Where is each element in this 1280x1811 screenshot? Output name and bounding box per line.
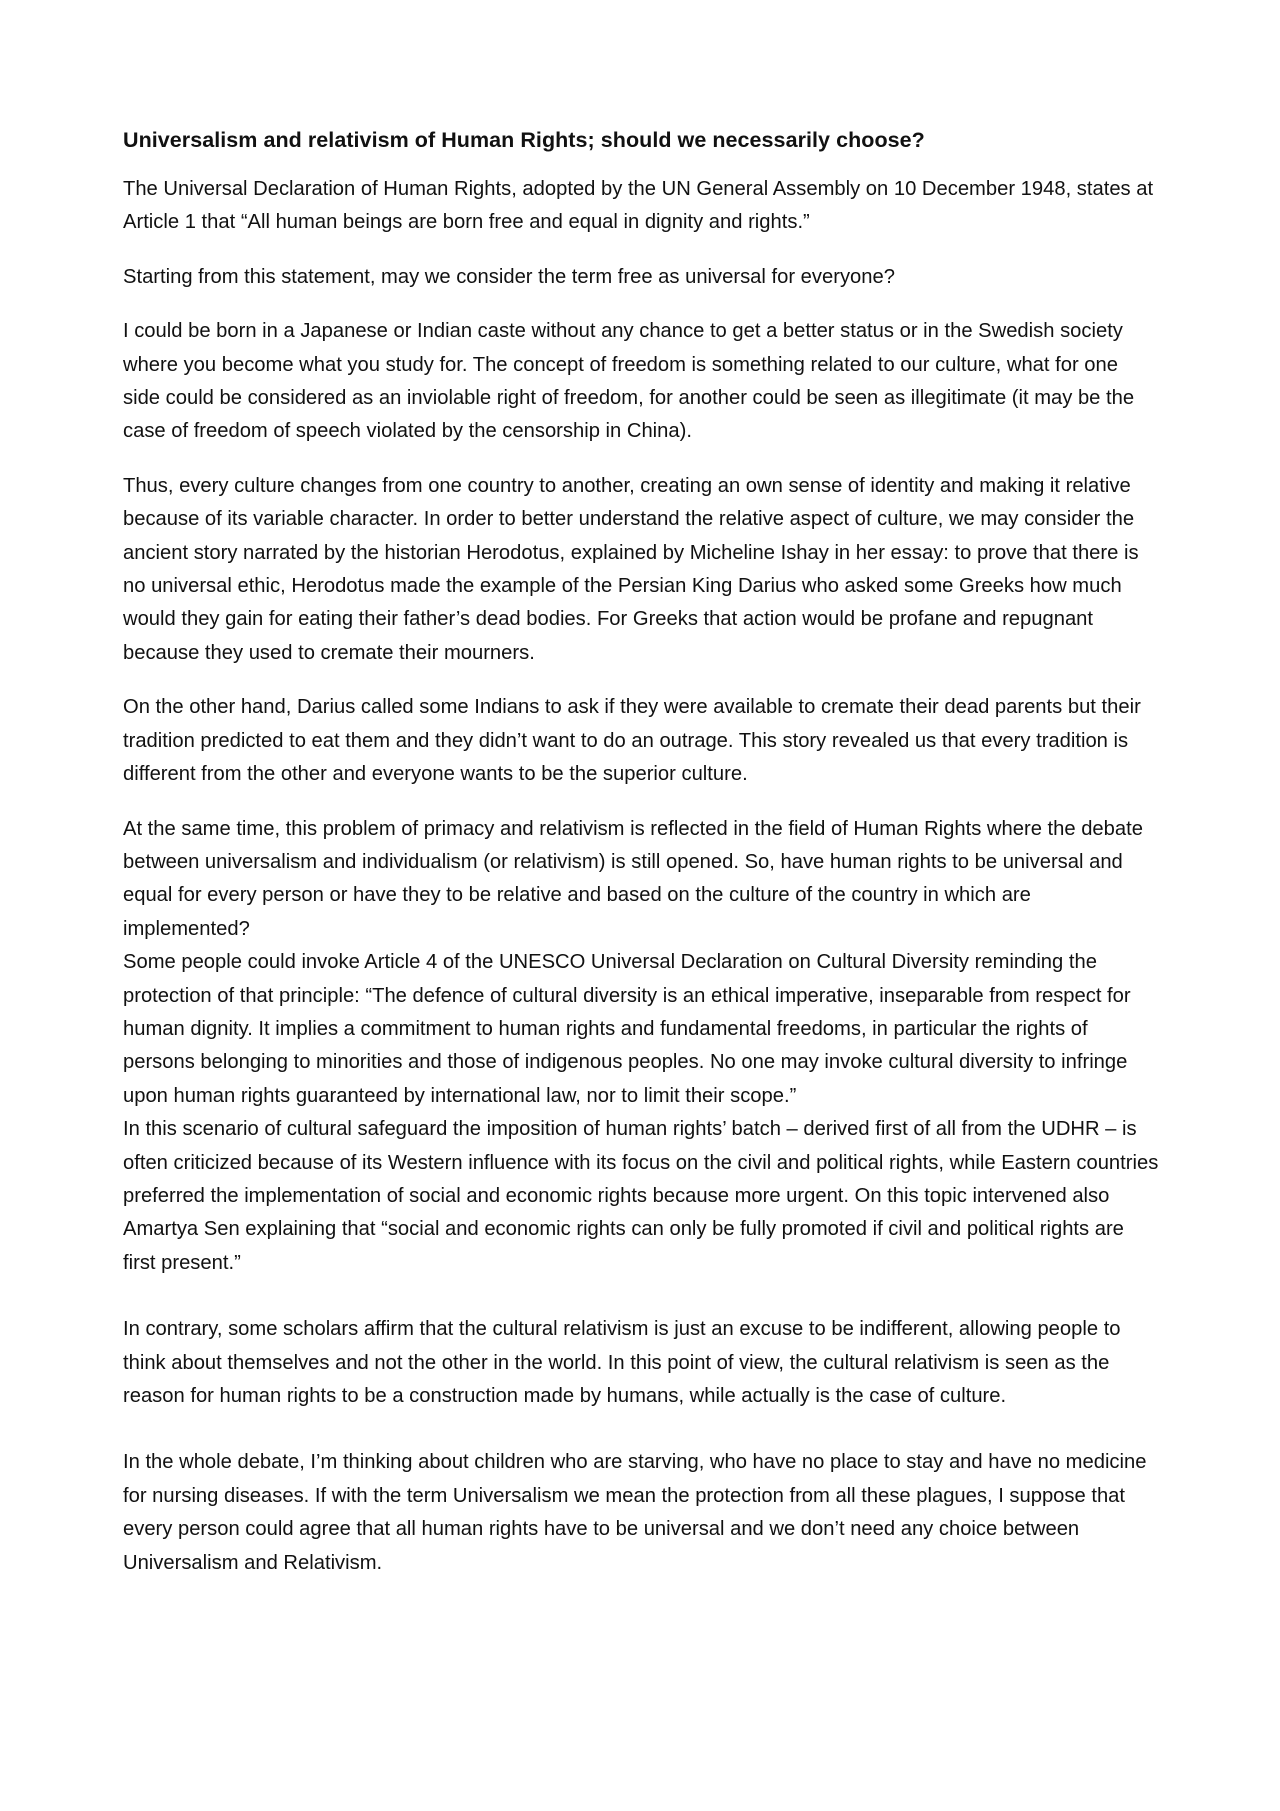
paragraph-unesco-article-4: Some people could invoke Article 4 of the UNESCO Universal Declaration on Cultural Diversity reminding the protection of that principle: “The defence of cultural diversity is an ethical imperative, inseparable from respect for human dignity. It implies a commitment to human rights and fundamental freedoms, in particular the rights of persons belonging to minorities and those of indigenous peoples. No one may invoke cultural diversity to infringe upon human rights guaranteed by international law, nor to limit their scope.” [123,951,1131,1107]
paragraph-freedom-question: Starting from this statement, may we consider the term free as universal for everyone? [123,265,895,288]
paragraph-cultural-relativism-excuse: In contrary, some scholars affirm that the cultural relativism is just an excuse to be indifferent, allowing people to think about themselves and not the other in the world. In this point of view, the cultural relativism is seen as the reason for human rights to be a construction made by humans, while actually is the case of culture. [123,1318,1121,1407]
paragraph-gap [123,1280,1160,1313]
paragraph-gap [123,1413,1160,1446]
paragraph-caste-freedom: I could be born in a Japanese or Indian caste without any chance to get a better status or in the Swedish society where you become what you study for. The concept of freedom is something related to our culture, what for one side could be considered as an inviolable right of freedom, for another could be seen as illegitimate (it may be the case of freedom of speech violated by the censorship in China). [123,320,1135,443]
paragraph-primacy-relativism: At the same time, this problem of primacy and relativism is reflected in the field of Human Rights where the debate between universalism and individualism (or relativism) is still opened. So, have human rights to be universal and equal for every person or have they to be relative and based on the culture of the country in which are implemented? [123,817,1143,940]
document-title: Universalism and relativism of Human Rights; should we necessarily choose? [123,128,925,152]
paragraph-herodotus-darius: Thus, every culture changes from one country to another, creating an own sense of identity and making it relative because of its variable character. In order to better understand the relative aspect of culture, we may consider the ancient story narrated by the historian Herodotus, explained by Micheline Ishay in her essay: to prove that there is no universal ethic, Herodotus made the example of the Persian King Darius who asked some Greeks how much would they gain for eating their father’s dead bodies. For Greeks that action would be profane and repugnant because they used to cremate their mourners. [123,474,1139,664]
paragraph-udhr-article-1: The Universal Declaration of Human Rights, adopted by the UN General Assembly on 10 December 1948, states at Article 1 that “All human beings are born free and equal in dignity and rights.” [123,178,1154,234]
paragraph-western-influence: In this scenario of cultural safeguard the imposition of human rights’ batch – derived first of all from the UDHR – is often criticized because of its Western influence with its focus on the civil and political rights, while Eastern countries preferred the implementation of social and economic rights because more urgent. On this topic intervened also Amartya Sen explaining that “social and economic rights can only be fully promoted if civil and political rights are first present.” [123,1118,1159,1274]
paragraph-conclusion: In the whole debate, I’m thinking about children who are starving, who have no place to stay and have no medicine for nursing diseases. If with the term Universalism we mean the protection from all these plagues, I suppose that every person could agree that all human rights have to be universal and we don’t need any choice between Universalism and Relativism. [123,1451,1147,1574]
paragraph-indians-tradition: On the other hand, Darius called some Indians to ask if they were available to cremate their dead parents but their tradition predicted to eat them and they didn’t want to do an outrage. This story revealed us that every tradition is different from the other and everyone wants to be the superior culture. [123,696,1141,786]
